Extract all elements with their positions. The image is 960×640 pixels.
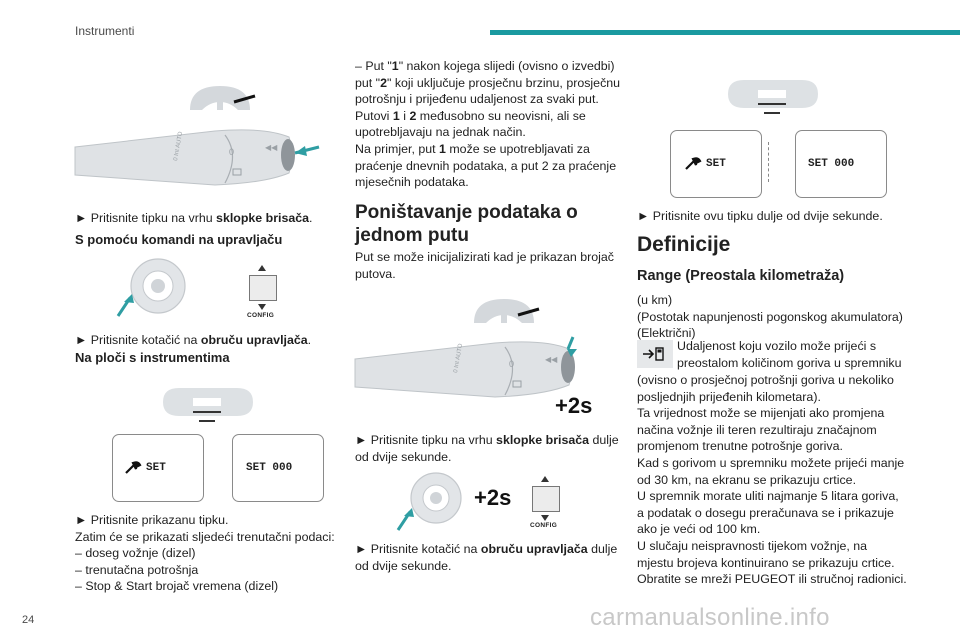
svg-text:0 Int AUTO: 0 Int AUTO (173, 131, 185, 162)
col3-subheading-range: Range (Preostala kilometraža) (637, 268, 845, 284)
config-down-arrow-icon (258, 304, 266, 310)
set-label-2: SET (706, 158, 726, 170)
wrench-icon (124, 461, 142, 475)
page-number: 24 (22, 614, 35, 626)
config-up-arrow-icon (258, 265, 266, 271)
hold-2s-badge-2: +2s (474, 485, 512, 510)
col1-bullet-wiper: ► Pritisnite tipku na vrhu sklopke brisača. (75, 211, 313, 225)
section-title: Instrumenti (75, 24, 135, 38)
col1-heading-panel: Na ploči s instrumentima (75, 350, 230, 365)
set-label: SET (146, 462, 166, 474)
col3-range-icon-text-2: preostalom količinom goriva u spremniku (677, 356, 902, 370)
section-accent-bar (490, 30, 960, 35)
fuel-pump-icon (643, 346, 667, 362)
config-button[interactable] (249, 275, 277, 301)
col1-bullet-panel: ► Pritisnite prikazanu tipku. Zatim će se prikazati sljedeći trenutačni podaci: – doseg vožnje (dizel) – trenutačna potrošnja – Stop & Start brojač vremena (dizel) (75, 513, 335, 594)
col3-bullet: ► Pritisnite ovu tipku dulje od dvije sekunde. (637, 209, 883, 223)
col3-range-intro: (u km) (Postotak napunjenosti pogonskog akumulatora) (Električni) (637, 293, 903, 341)
svg-text:0: 0 (509, 359, 515, 369)
config-label-2: CONFIG (530, 522, 558, 529)
steering-wheel-control-icon-2 (398, 472, 468, 528)
set-000-label: SET 000 (246, 462, 293, 474)
col2-bullet-wheel: ► Pritisnite kotačić na obruču upravljača dulje od dvije sekunde. (355, 542, 618, 573)
config-down-arrow-icon-2 (541, 515, 549, 521)
instrument-panel-icon-2 (728, 80, 818, 108)
config-label: CONFIG (247, 312, 275, 319)
divider-2 (768, 142, 770, 182)
col3-heading-definitions: Definicije (637, 233, 731, 256)
set-000-label-2: SET 000 (808, 158, 855, 170)
fuel-range-icon (637, 340, 673, 368)
svg-text:0 Int AUTO: 0 Int AUTO (453, 343, 465, 374)
steering-wheel-icon (186, 80, 256, 120)
instrument-panel-icon (163, 388, 253, 416)
divider (203, 445, 205, 485)
watermark: carmanualsonline.info (590, 604, 830, 631)
steering-wheel-control-icon (118, 258, 198, 314)
svg-text:◀◀: ◀◀ (265, 143, 278, 152)
wrench-icon-2 (684, 157, 702, 171)
col1-heading-steering: S pomoću komandi na upravljaču (75, 232, 283, 247)
steering-wheel-icon-2 (470, 293, 540, 333)
wiper-stalk-icon (75, 125, 320, 195)
config-up-arrow-icon-2 (541, 476, 549, 482)
col2-intro: Put se može inicijalizirati kad je prikazan brojač putova. (355, 250, 614, 281)
col2-heading-reset: Poništavanje podataka o jednom putu (355, 202, 578, 246)
col2-trips-text: – Put "1" nakon kojega slijedi (ovisno o izvedbi) put "2" koji uključuje prosječnu brzinu, prosječnu potrošnju i prijeđenu udaljenost za svaki put. Putovi 1 i 2 međusobno su neovisni, ali se upotrebljavaju na jednak način. Na primjer, put 1 može se upotrebljavati za praćenje dnevnih podataka, a put 2 za praćenje mjesečnih podataka. (355, 59, 621, 190)
svg-text:0: 0 (229, 147, 235, 157)
hold-2s-badge: +2s (555, 393, 593, 418)
config-button-2[interactable] (532, 486, 560, 512)
col3-range-details: (ovisno o prosječnoj potrošnji goriva u nekoliko posljednjih prijeđenih kilometara). Ta vrijednost može se mijenjati ako promjena načina vožnje ili teren rezultiraju značajnom promjenom trenutne potrošnje goriva. Kad s gorivom u spremniku možete prijeći manje od 30 km, na ekranu se prikazuju crtice. U spremnik morate uliti najmanje 5 litara goriva, a podatak o dosegu preračunava se i prikazuje ako je veći od 100 km. U slučaju neispravnosti tijekom vožnje, na mjestu brojeva kontinuirano se prikazuju crtice. Obratite se mreži PEUGEOT ili stručnoj radionici. (637, 373, 907, 587)
col3-range-icon-text-1: Udaljenost koju vozilo može prijeći s (677, 339, 877, 353)
svg-text:◀◀: ◀◀ (545, 355, 558, 364)
col1-bullet-wheel: ► Pritisnite kotačić na obruču upravljača. (75, 333, 312, 347)
col2-bullet-wiper: ► Pritisnite tipku na vrhu sklopke brisača dulje od dvije sekunde. (355, 433, 619, 464)
